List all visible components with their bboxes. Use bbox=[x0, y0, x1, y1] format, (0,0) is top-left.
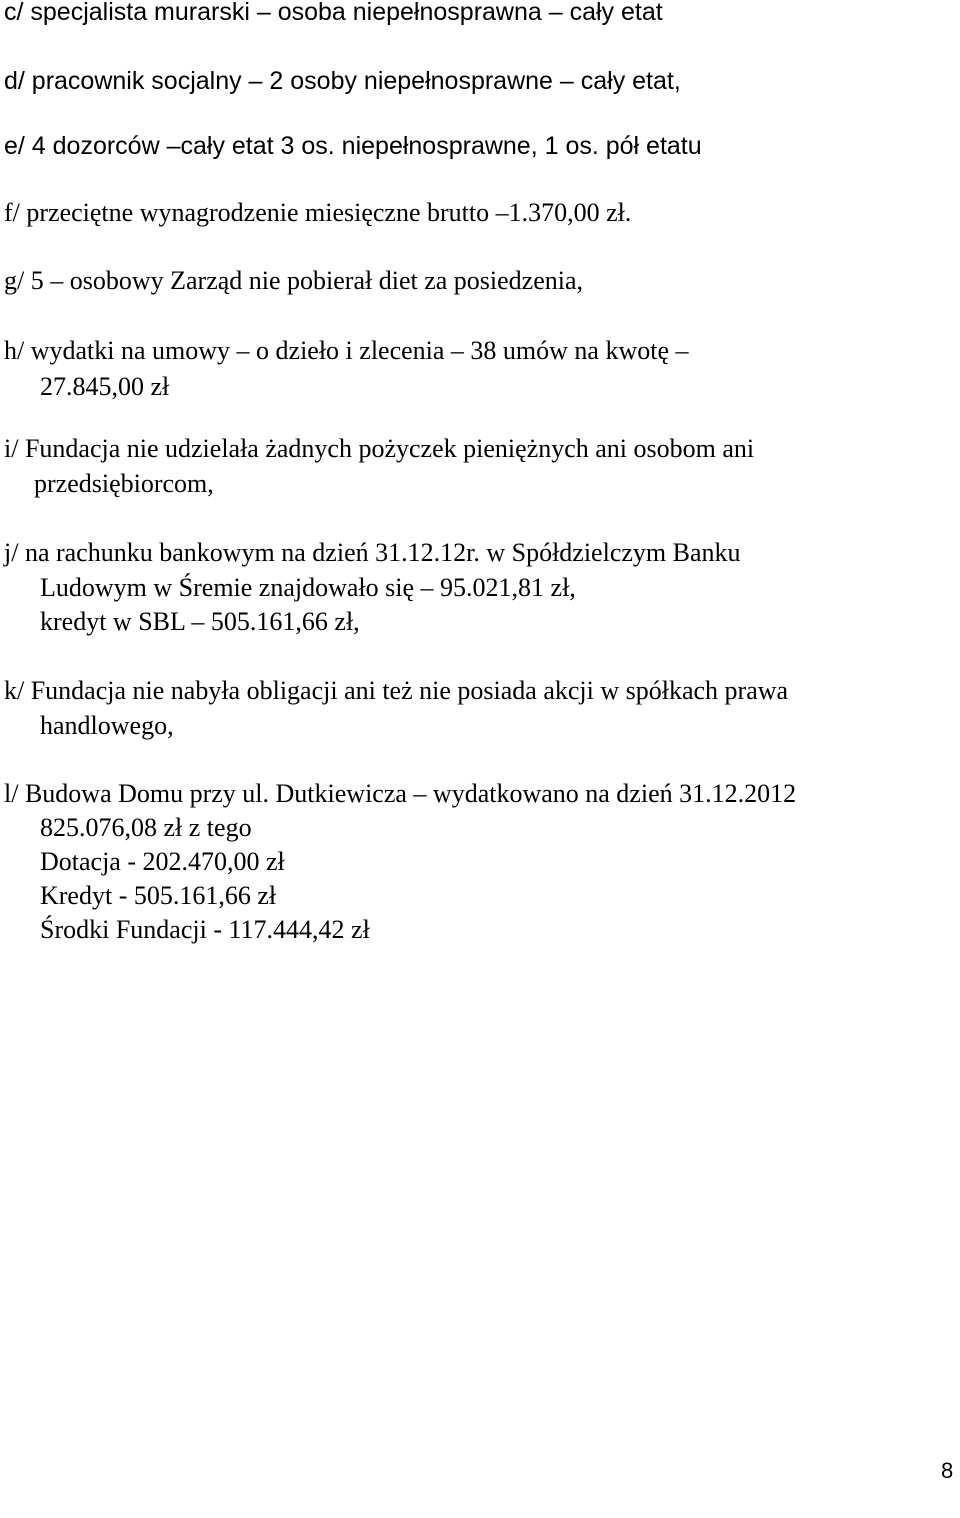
item-l-line2: 825.076,08 zł z tego bbox=[40, 813, 252, 842]
item-f: f/ przeciętne wynagrodzenie miesięczne brutto –1.370,00 zł. bbox=[4, 198, 632, 227]
item-l-line4: Kredyt - 505.161,66 zł bbox=[40, 881, 277, 910]
item-d: d/ pracownik socjalny – 2 osoby niepełnosprawne – cały etat, bbox=[4, 67, 681, 95]
item-l-line1: l/ Budowa Domu przy ul. Dutkiewicza – wydatkowano na dzień 31.12.2012 bbox=[4, 779, 797, 808]
item-k-line1: k/ Fundacja nie nabyła obligacji ani też nie posiada akcji w spółkach prawa bbox=[4, 676, 789, 705]
item-l-line3: Dotacja - 202.470,00 zł bbox=[40, 847, 285, 876]
item-j-line2: Ludowym w Śremie znajdowało się – 95.021,81 zł, bbox=[40, 573, 576, 602]
item-c: c/ specjalista murarski – osoba niepełnosprawna – cały etat bbox=[4, 0, 663, 26]
item-l-line5: Środki Fundacji - 117.444,42 zł bbox=[40, 915, 370, 944]
item-e: e/ 4 dozorców –cały etat 3 os. niepełnosprawne, 1 os. pół etatu bbox=[4, 132, 702, 160]
page-number: 8 bbox=[941, 1458, 954, 1483]
item-i-line2: przedsiębiorcom, bbox=[34, 469, 214, 498]
item-h-line2: 27.845,00 zł bbox=[40, 372, 170, 401]
item-k-line2: handlowego, bbox=[40, 711, 174, 740]
item-j-line3: kredyt w SBL – 505.161,66 zł, bbox=[40, 607, 360, 636]
item-i-line1: i/ Fundacja nie udzielała żadnych pożyczek pieniężnych ani osobom ani bbox=[4, 434, 755, 463]
item-g: g/ 5 – osobowy Zarząd nie pobierał diet za posiedzenia, bbox=[4, 266, 584, 295]
item-h-line1: h/ wydatki na umowy – o dzieło i zlecenia – 38 umów na kwotę – bbox=[4, 336, 689, 365]
item-j-line1: j/ na rachunku bankowym na dzień 31.12.12r. w Spółdzielczym Banku bbox=[4, 538, 741, 567]
